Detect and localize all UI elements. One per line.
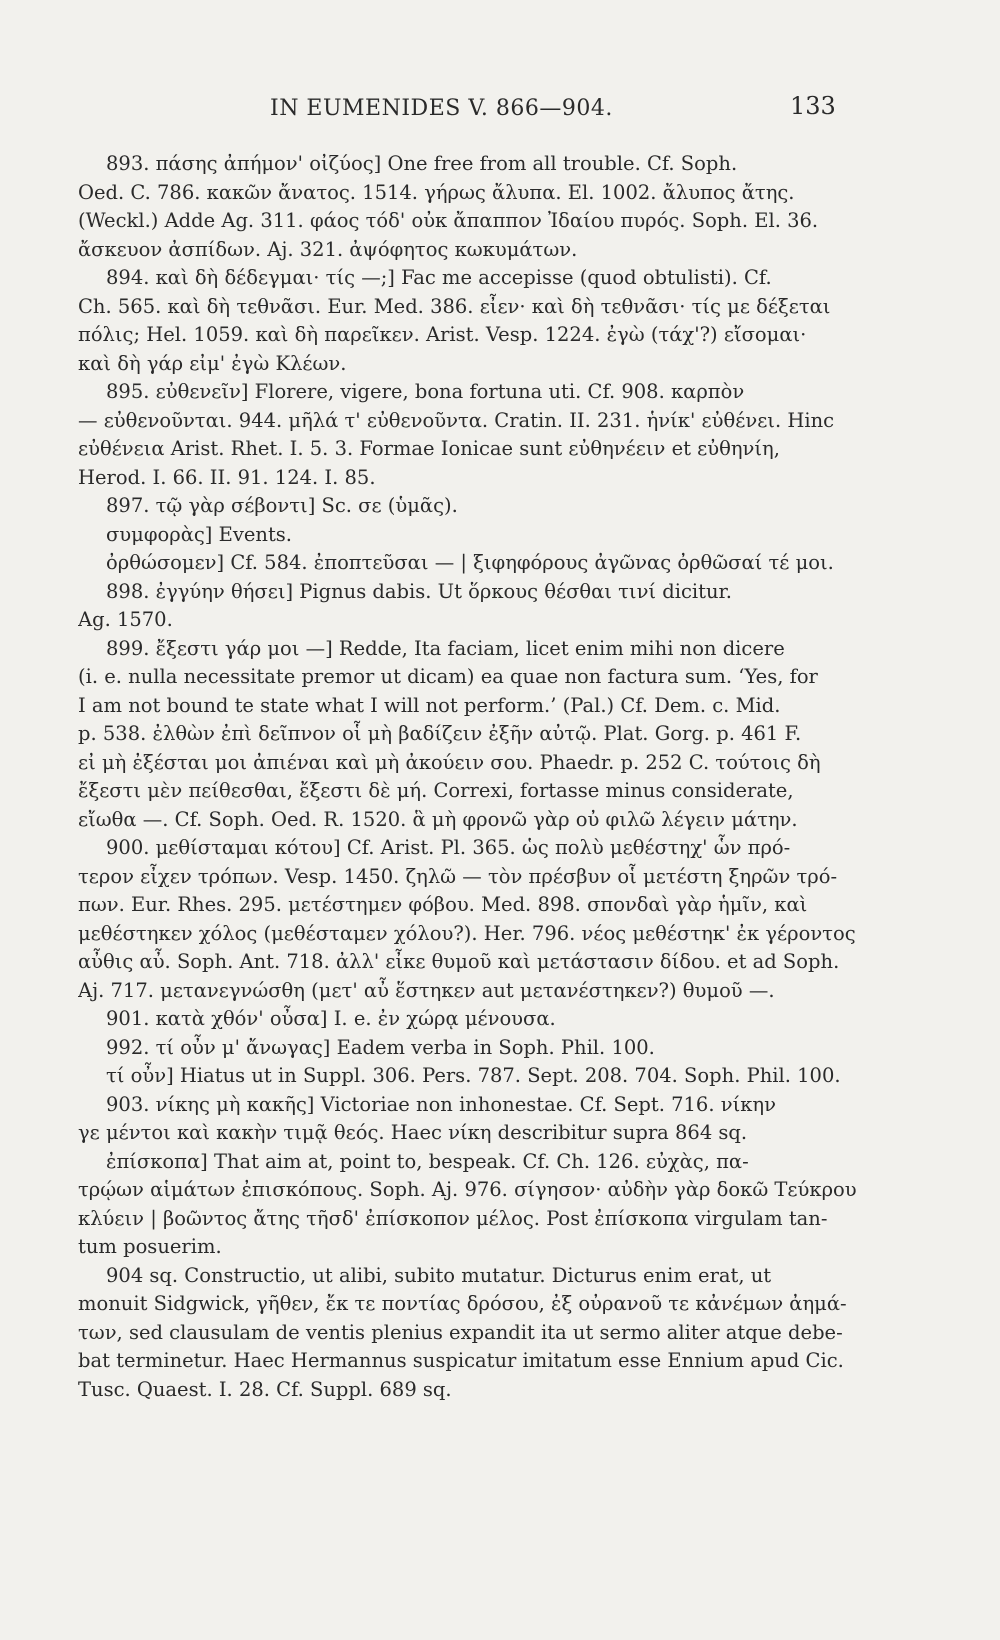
text-line [78,1034,868,1063]
line-text: Herod. I. 66. II. 91. 124. I. 85. [78,465,376,489]
line-text: Ch. 565. καὶ δὴ τεθνᾶσι. Eur. Med. 386. εἶεν· καὶ δὴ τεθνᾶσι· τίς με δέξεται [78,294,831,318]
text-line [78,863,868,892]
text-line [78,606,868,635]
text-line [78,1176,868,1205]
text-line [78,1005,868,1034]
text-line [78,1062,868,1091]
page-number: 133 [790,92,836,120]
text-line [78,150,868,179]
text-line [78,207,868,236]
line-text: 904 sq. Constructio, ut alibi, subito mutatur. Dicturus enim erat, ut [106,1263,772,1287]
line-text: πόλις; Hel. 1059. καὶ δὴ παρεῖκεν. Arist. Vesp. 1224. ἐγὼ (τάχ'?) εἴσομαι· [78,323,807,346]
text-line [78,635,868,664]
text-line [78,549,868,578]
text-line [78,777,868,806]
text-line [78,692,868,721]
text-line [78,378,868,407]
text-line [78,293,868,322]
text-line [78,321,868,350]
text-line [78,1319,868,1348]
text-line [78,578,868,607]
text-line [78,1148,868,1177]
line-text: bat terminetur. Haec Hermannus suspicatur imitatum esse Ennium apud Cic. [78,1349,844,1372]
line-text: I am not bound te state what I will not perform.’ (Pal.) Cf. Dem. c. Mid. [78,693,781,717]
text-line [78,521,868,550]
line-text: (Weckl.) Adde Ag. 311. φάος τόδ' οὐκ ἄπαππον Ἰδαίου πυρός. Soph. El. 36. [78,209,819,232]
line-text: ἔξεστι μὲν πείθεσθαι, ἔξεστι δὲ μή. Correxi, fortasse minus considerate, [78,779,794,802]
line-text: των, sed clausulam de ventis plenius expandit ita ut sermo aliter atque debe- [78,1320,843,1344]
line-text: πων. Eur. Rhes. 295. μετέστημεν φόβου. Med. 898. σπονδαὶ γὰρ ἡμῖν, καὶ [78,893,808,916]
commentary-text [78,150,868,1404]
line-text: 899. ἔξεστι γάρ μοι —] Redde, Ita faciam, licet enim mihi non dicere [106,636,785,660]
line-text: 901. κατὰ χθόν' οὖσα] I. e. ἐν χώρᾳ μένουσα. [106,1007,556,1030]
line-text: καὶ δὴ γάρ εἰμ' ἐγὼ Κλέων. [78,351,347,375]
line-text: Aj. 717. μετανεγνώσθη (μετ' αὖ ἕστηκεν aut μετανέστηκεν?) θυμοῦ —. [78,978,775,1002]
line-text: τί οὖν] Hiatus ut in Suppl. 306. Pers. 787. Sept. 208. 704. Soph. Phil. 100. [106,1064,841,1087]
line-text: κλύειν | βοῶντος ἄτης τῆσδ' ἐπίσκοπον μέλος. Post ἐπίσκοπα virgulam tan- [78,1206,828,1230]
text-line [78,891,868,920]
text-line [78,1205,868,1234]
line-text: 898. ἐγγύην θήσει] Pignus dabis. Ut ὅρκους θέσθαι τινί dicitur. [106,579,732,603]
line-text: τρῴων αἱμάτων ἐπισκόπους. Soph. Aj. 976. σίγησον· αὐδὴν γὰρ δοκῶ Τεύκρου [78,1178,857,1201]
line-text: γε μέντοι καὶ κακὴν τιμᾷ θεός. Haec νίκη describitur supra 864 sq. [78,1121,748,1144]
text-line [78,720,868,749]
text-line [78,1376,868,1405]
text-line [78,749,868,778]
line-text: p. 538. ἐλθὼν ἐπὶ δεῖπνον οἷ μὴ βαδίζειν ἐξῆν αὐτῷ. Plat. Gorg. p. 461 F. [78,722,802,745]
text-line [78,350,868,379]
text-line [78,977,868,1006]
text-line [78,407,868,436]
line-text: ἐπίσκοπα] That aim at, point to, bespeak. Cf. Ch. 126. εὐχὰς, πα- [106,1149,749,1173]
line-text: αὖθις αὖ. Soph. Ant. 718. ἀλλ' εἶκε θυμοῦ καὶ μετάστασιν δίδου. et ad Soph. [78,950,840,973]
text-line [78,834,868,863]
text-line [78,179,868,208]
line-text: 895. εὐθενεῖν] Florere, vigere, bona fortuna uti. Cf. 908. καρπὸν [106,380,745,403]
line-text: συμφορὰς] Events. [106,522,292,546]
text-line [78,1262,868,1291]
line-text: εὐθένεια Arist. Rhet. I. 5. 3. Formae Ionicae sunt εὐθηνέειν et εὐθηνίη, [78,437,780,460]
line-text: 897. τῷ γὰρ σέβοντι] Sc. σε (ὑμᾶς). [106,494,458,517]
line-text: Tusc. Quaest. I. 28. Cf. Suppl. 689 sq. [78,1377,452,1401]
text-line [78,264,868,293]
line-text: 893. πάσης ἀπήμον' οἰζύος] One free from all trouble. Cf. Soph. [106,152,738,175]
text-line [78,663,868,692]
line-text: μεθέστηκεν χόλος (μεθέσταμεν χόλου?). Her. 796. νέος μεθέστηκ' ἐκ γέροντος [78,921,856,945]
line-text: 900. μεθίσταμαι κότου] Cf. Arist. Pl. 365. ὡς πολὺ μεθέστηχ' ὧν πρό- [106,836,791,859]
text-line [78,464,868,493]
text-line [78,492,868,521]
line-text: 894. καὶ δὴ δέδεγμαι· τίς —;] Fac me accepisse (quod obtulisti). Cf. [106,266,772,289]
line-text: τερον εἶχεν τρόπων. Vesp. 1450. ζηλῶ — τὸν πρέσβυν οἷ μετέστη ξηρῶν τρό- [78,864,838,888]
line-text: monuit Sidgwick, γῆθεν, ἔκ τε ποντίας δρόσου, ἐξ οὐρανοῦ τε κἀνέμων ἀημά- [78,1292,847,1315]
text-line [78,1347,868,1376]
line-text: ἄσκευον ἀσπίδων. Aj. 321. ἀψόφητος κωκυμάτων. [78,237,578,261]
text-line [78,806,868,835]
line-text: εἴωθα —. Cf. Soph. Oed. R. 1520. ἃ μὴ φρονῶ γὰρ οὐ φιλῶ λέγειν μάτην. [78,807,798,831]
line-text: — εὐθενοῦνται. 944. μῆλά τ' εὐθενοῦντα. Cratin. II. 231. ἡνίκ' εὐθένει. Hinc [78,408,835,432]
line-text: Ag. 1570. [78,608,173,631]
running-title: IN EUMENIDES V. 866—904. [270,96,613,121]
line-text: (i. e. nulla necessitate premor ut dicam) ea quae non factura sum. ‘Yes, for [78,665,818,688]
text-line [78,236,868,265]
text-line [78,1091,868,1120]
line-text: 903. νίκης μὴ κακῆς] Victoriae non inhonestae. Cf. Sept. 716. νίκην [106,1092,776,1116]
line-text: ὀρθώσομεν] Cf. 584. ἐποπτεῦσαι — | ξιφηφόρους ἀγῶνας ὀρθῶσαί τέ μοι. [106,551,834,574]
line-text: εἰ μὴ ἐξέσται μοι ἀπιέναι καὶ μὴ ἀκούειν σου. Phaedr. p. 252 C. τούτοις δὴ [78,750,821,774]
text-line [78,1290,868,1319]
text-line [78,435,868,464]
text-line [78,920,868,949]
text-line [78,1233,868,1262]
line-text: tum posuerim. [78,1235,222,1258]
line-text: 992. τί οὖν μ' ἄνωγας] Eadem verba in Soph. Phil. 100. [106,1035,655,1059]
line-text: Oed. C. 786. κακῶν ἄνατος. 1514. γήρως ἄλυπα. El. 1002. ἄλυπος ἄτης. [78,180,795,204]
text-line [78,1119,868,1148]
text-line [78,948,868,977]
